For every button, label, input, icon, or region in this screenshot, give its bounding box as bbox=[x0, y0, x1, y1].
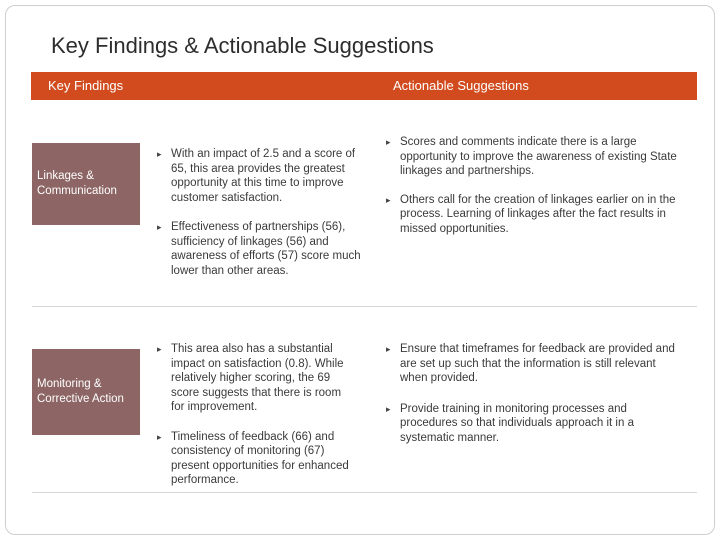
list-item bbox=[155, 342, 355, 415]
list-item bbox=[384, 342, 676, 386]
finding-text: With an impact of 2.5 and a score of 65, this area provides the greatest opportunity at this time to improve customer satisfaction. bbox=[171, 148, 356, 204]
list-item bbox=[384, 193, 696, 237]
arrow-bullet-icon: ▸ bbox=[157, 149, 162, 159]
arrow-bullet-icon: ▸ bbox=[386, 194, 391, 205]
row-label-monitoring bbox=[32, 349, 140, 435]
row-divider bbox=[32, 306, 697, 307]
arrow-bullet-icon: ▸ bbox=[386, 344, 391, 354]
findings-list-linkages bbox=[155, 147, 371, 278]
list-item bbox=[155, 220, 371, 278]
suggestions-column-header: Actionable Suggestions bbox=[393, 78, 529, 93]
slide-frame bbox=[5, 5, 715, 535]
arrow-bullet-icon: ▸ bbox=[157, 431, 162, 442]
finding-text: This area also has a substantial impact on satisfaction (0.8). While relatively higher scoring, the 69 score suggests that there is room for improvement. bbox=[171, 343, 344, 413]
row-label-text: Monitoring & Corrective Action bbox=[37, 378, 124, 405]
finding-text: Effectiveness of partnerships (56), sufficiency of linkages (56) and awareness of efforts (57) score much lower than other areas. bbox=[171, 221, 361, 277]
row-divider bbox=[32, 492, 697, 493]
arrow-bullet-icon: ▸ bbox=[386, 137, 391, 147]
findings-column-header: Key Findings bbox=[48, 78, 124, 93]
arrow-bullet-icon: ▸ bbox=[386, 403, 391, 414]
suggestion-text: Others call for the creation of linkages earlier on in the process. Learning of linkages after the fact results in missed opportunities. bbox=[400, 193, 676, 235]
arrow-bullet-icon: ▸ bbox=[157, 344, 162, 354]
suggestions-list-monitoring bbox=[384, 342, 676, 445]
row-label-linkages bbox=[32, 143, 140, 225]
list-item bbox=[384, 402, 676, 446]
suggestion-text: Ensure that timeframes for feedback are provided and are set up such that the information is still relevant when provided. bbox=[400, 343, 675, 384]
column-header-bar bbox=[31, 72, 697, 100]
finding-text: Timeliness of feedback (66) and consistency of monitoring (67) present opportunities for enhanced performance. bbox=[171, 430, 349, 486]
arrow-bullet-icon: ▸ bbox=[157, 222, 162, 232]
list-item bbox=[155, 147, 371, 205]
list-item bbox=[384, 135, 696, 179]
list-item bbox=[155, 430, 355, 488]
findings-list-monitoring bbox=[155, 342, 355, 488]
suggestion-text: Provide training in monitoring processes and procedures so that individuals approach it in a systematic manner. bbox=[400, 402, 634, 444]
row-label-text: Linkages & Communication bbox=[37, 170, 117, 197]
suggestion-text: Scores and comments indicate there is a large opportunity to improve the awareness of existing State linkages and partnerships. bbox=[400, 136, 677, 177]
suggestions-list-linkages bbox=[384, 135, 696, 236]
page-title: Key Findings & Actionable Suggestions bbox=[51, 33, 434, 58]
